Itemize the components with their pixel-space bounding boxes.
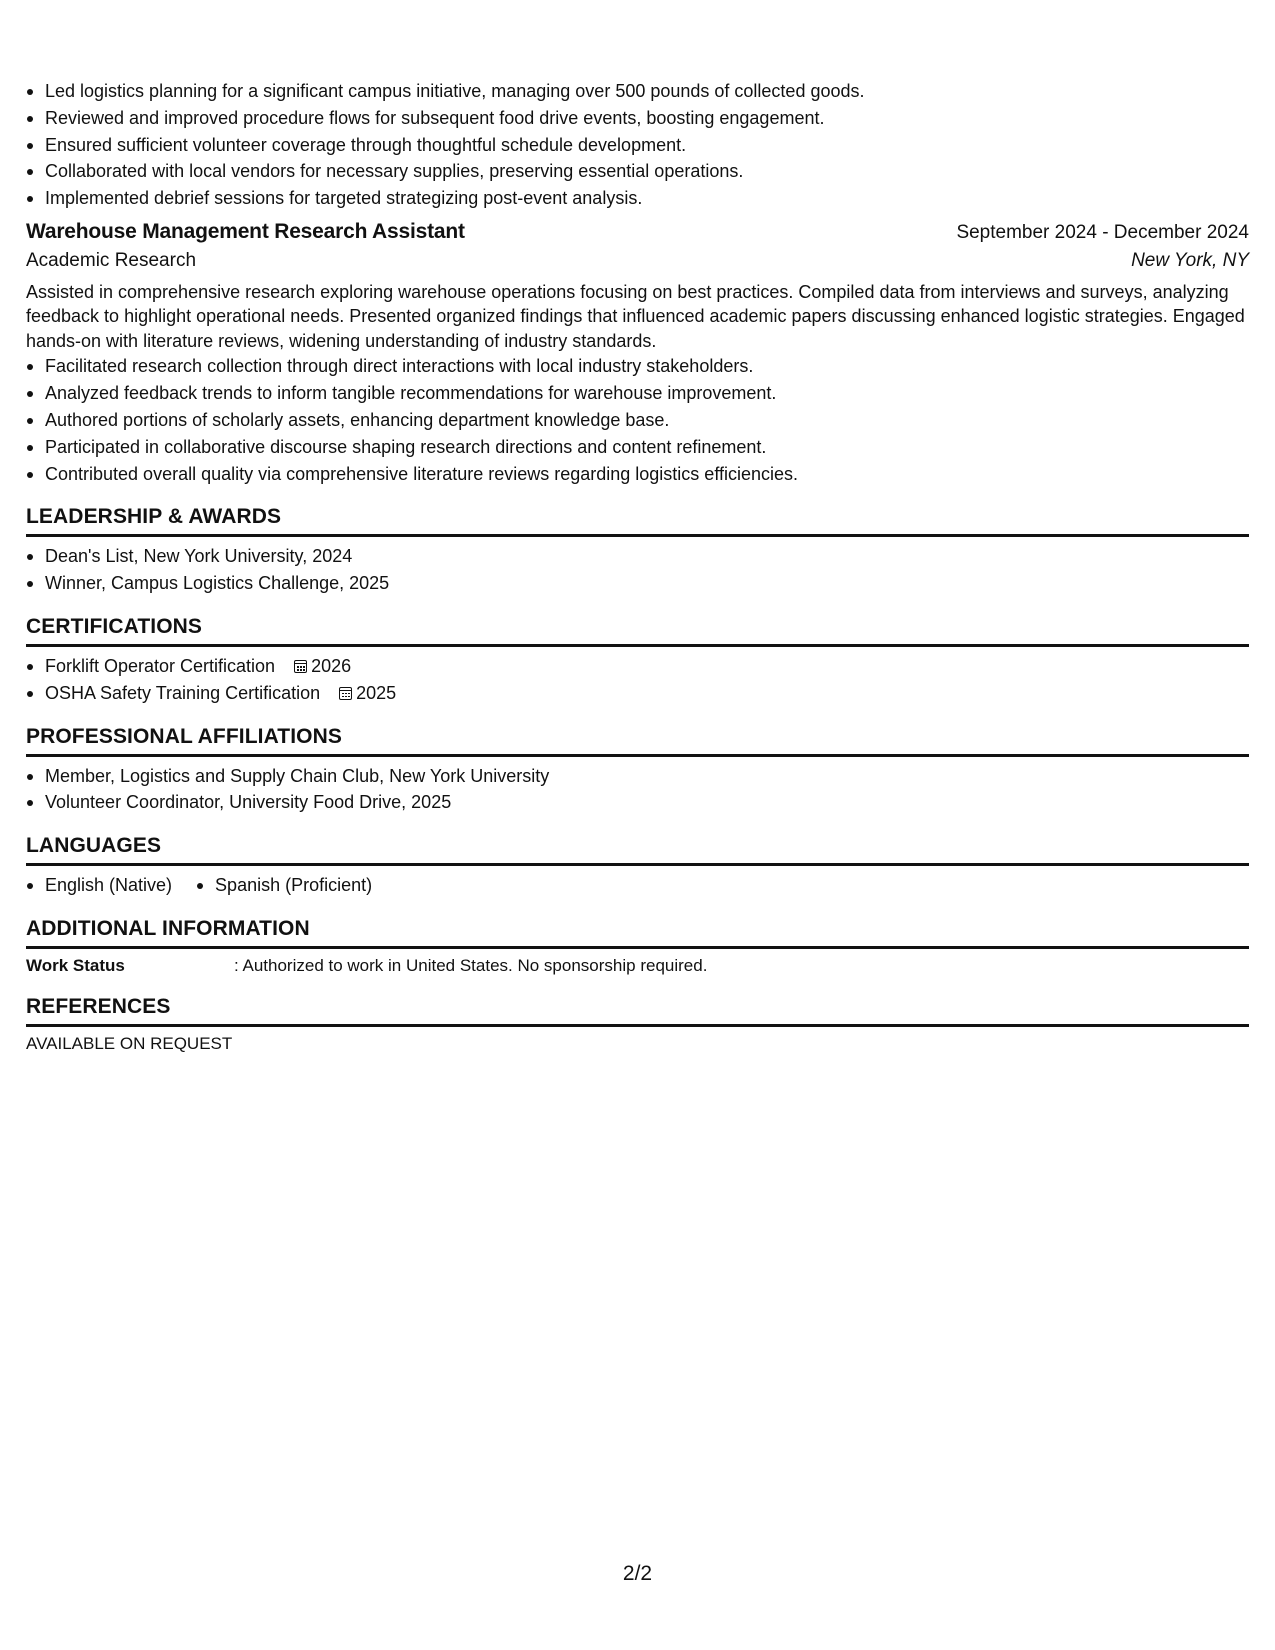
list-item: Implemented debrief sessions for targeted strategizing post-event analysis.	[26, 185, 1249, 212]
resume-content	[26, 78, 1249, 1055]
job-subheader	[26, 250, 1249, 272]
list-item: Collaborated with local vendors for necessary supplies, preserving essential operations.	[26, 158, 1249, 185]
page-number: 2/2	[622, 1562, 653, 1585]
list-item: Led logistics planning for a significant campus initiative, managing over 500 pounds of collected goods.	[26, 78, 1249, 105]
certification-year: 2025	[356, 682, 397, 703]
list-item: Dean's List, New York University, 2024	[26, 543, 1249, 570]
job-title: Warehouse Management Research Assistant	[26, 219, 465, 243]
volunteer-bullets	[26, 78, 1249, 212]
affiliations-list	[26, 763, 1249, 817]
certification-name: OSHA Safety Training Certification	[45, 682, 321, 703]
languages-list	[26, 872, 1249, 899]
list-item: Member, Logistics and Supply Chain Club, New York University	[26, 763, 1249, 790]
certifications-list	[26, 653, 1249, 707]
list-item	[26, 653, 1249, 680]
work-status-value: : Authorized to work in United States. No sponsorship required.	[234, 956, 708, 976]
list-item: Contributed overall quality via comprehensive literature reviews regarding logistics efficiencies.	[26, 461, 1249, 488]
list-item: Reviewed and improved procedure flows for subsequent food drive events, boosting engagement.	[26, 105, 1249, 132]
leadership-list	[26, 543, 1249, 597]
certification-name: Forklift Operator Certification	[45, 656, 276, 677]
job-organization: Academic Research	[26, 249, 197, 271]
section-title-languages: LANGUAGES	[26, 834, 1249, 866]
references-text: AVAILABLE ON REQUEST	[26, 1034, 233, 1054]
list-item: Spanish (Proficient)	[196, 872, 372, 899]
list-item: Winner, Campus Logistics Challenge, 2025	[26, 570, 1249, 597]
section-title-certifications: CERTIFICATIONS	[26, 615, 1249, 647]
job-description: Assisted in comprehensive research exploring warehouse operations focusing on best practices. Compiled data from interviews and surveys, analyzing feedback to highlight operational needs. Presented organized findings that influenced academic papers discussing enhanced logistic strategies. Engaged hands-on with literature reviews, widening understanding of industry standards.	[26, 281, 1245, 351]
section-title-leadership: LEADERSHIP & AWARDS	[26, 505, 1249, 537]
job-dates: September 2024 - December 2024	[956, 221, 1249, 243]
list-item: Ensured sufficient volunteer coverage through thoughtful schedule development.	[26, 132, 1249, 159]
section-title-references: REFERENCES	[26, 995, 1249, 1027]
calendar-icon	[294, 660, 307, 673]
list-item: Facilitated research collection through direct interactions with local industry stakeholders.	[26, 353, 1249, 380]
section-title-affiliations: PROFESSIONAL AFFILIATIONS	[26, 725, 1249, 757]
certification-date	[339, 683, 396, 703]
certification-year: 2026	[311, 656, 352, 677]
list-item: English (Native)	[26, 872, 172, 899]
list-item: Participated in collaborative discourse shaping research directions and content refinement.	[26, 434, 1249, 461]
list-item: Volunteer Coordinator, University Food Drive, 2025	[26, 789, 1249, 816]
job-location: New York, NY	[1131, 249, 1249, 271]
job-bullets	[26, 353, 1249, 487]
list-item: Analyzed feedback trends to inform tangible recommendations for warehouse improvement.	[26, 380, 1249, 407]
list-item: Authored portions of scholarly assets, enhancing department knowledge base.	[26, 407, 1249, 434]
certification-date	[294, 656, 351, 676]
work-status-row	[26, 955, 1249, 977]
list-item	[26, 680, 1249, 707]
calendar-icon	[339, 687, 352, 700]
work-status-label: Work Status	[26, 956, 125, 976]
section-title-additional: ADDITIONAL INFORMATION	[26, 917, 1249, 949]
job-header	[26, 220, 1249, 244]
